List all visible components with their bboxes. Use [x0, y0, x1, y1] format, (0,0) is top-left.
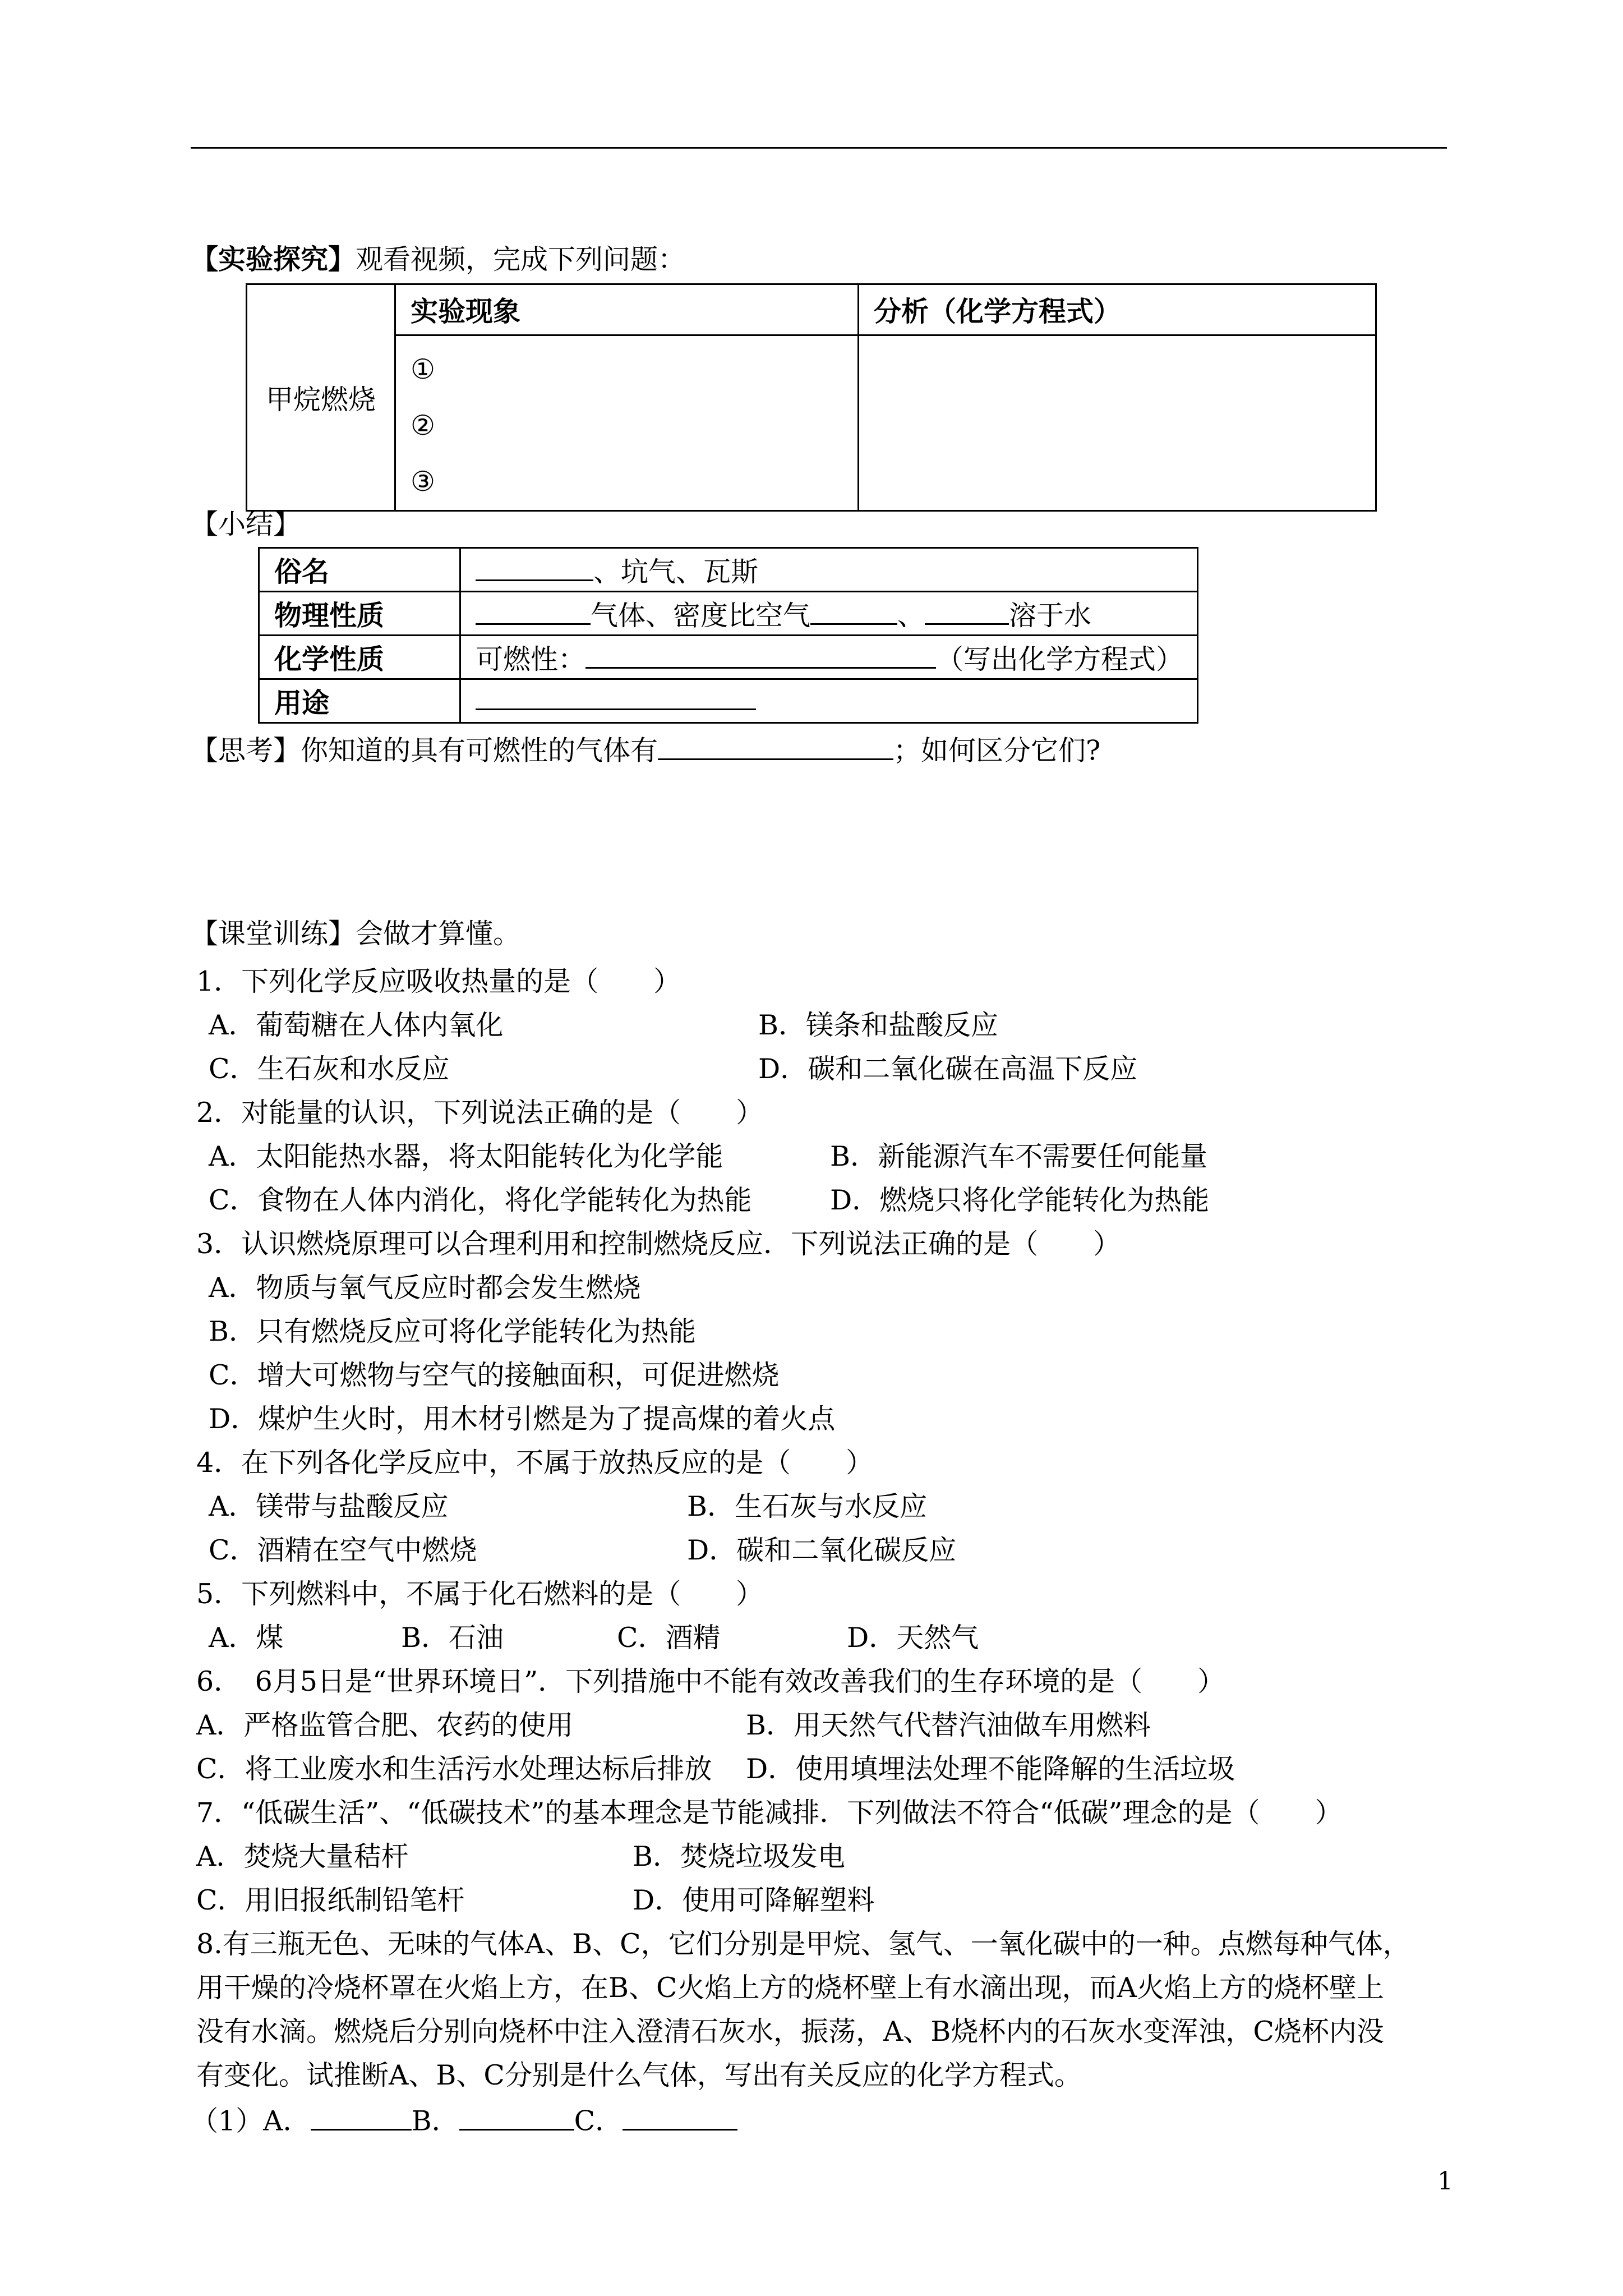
- q6-option-c: C．将工业废水和生活污水处理达标后排放: [196, 1753, 712, 1785]
- summary-value-nickname: 、坑气、瓦斯: [460, 548, 1198, 592]
- q8-line-2: 用干燥的冷烧杯罩在火焰上方，在B、C火焰上方的烧杯壁上有水滴出现，而A火焰上方的烧杯壁上: [196, 1972, 1384, 2004]
- q4-option-d: D．碳和二氧化碳反应: [687, 1534, 957, 1566]
- summary-value-chemical: 可燃性： （写出化学方程式）: [460, 636, 1198, 679]
- blank-physical-1: [476, 600, 591, 625]
- blank-nickname: [476, 556, 593, 581]
- q2-option-a: A．太阳能热水器，将太阳能转化为化学能: [209, 1140, 723, 1172]
- q1-stem: 1．下列化学反应吸收热量的是（ ）: [196, 965, 681, 997]
- q6-option-b: B．用天然气代替汽油做车用燃料: [746, 1709, 1151, 1741]
- q6-option-d: D．使用填埋法处理不能降解的生活垃圾: [746, 1753, 1235, 1785]
- q3-option-d: D．煤炉生火时，用木材引燃是为了提高煤的着火点: [209, 1403, 836, 1435]
- q6-option-a: A．严格监管合肥、农药的使用: [196, 1709, 574, 1741]
- blank-answer-c: [623, 2105, 737, 2131]
- q3-option-c: C．增大可燃物与空气的接触面积，可促进燃烧: [209, 1359, 780, 1391]
- marker-1: ①: [411, 353, 435, 385]
- experiment-table: [246, 283, 1377, 512]
- summary-label-uses: 用途: [259, 679, 460, 723]
- q7-option-c: C．用旧报纸制铅笔杆: [196, 1884, 465, 1916]
- q4-stem: 4．在下列各化学反应中，不属于放热反应的是（ ）: [196, 1447, 874, 1479]
- q4-option-b: B．生石灰与水反应: [687, 1490, 928, 1522]
- q2-option-c: C．食物在人体内消化，将化学能转化为热能: [209, 1184, 752, 1216]
- q2-option-d: D．燃烧只将化学能转化为热能: [830, 1184, 1210, 1216]
- summary-label-physical: 物理性质: [259, 592, 460, 636]
- q1-option-b: B．镁条和盐酸反应: [758, 1009, 999, 1041]
- q8-answer-line: （1）A． B． C．: [191, 2105, 737, 2135]
- q3-stem: 3．认识燃烧原理可以合理利用和控制燃烧反应．下列说法正确的是（ ）: [196, 1228, 1121, 1260]
- analysis-cell: [859, 335, 1376, 511]
- think-line: 【思考】你知道的具有可燃性的气体有 ；如何区分它们?: [191, 734, 1101, 767]
- experiment-heading: 【实验探究】: [191, 243, 356, 275]
- q1-option-a: A．葡萄糖在人体内氧化: [209, 1009, 504, 1041]
- experiment-instruction: 观看视频，完成下列问题：: [356, 243, 686, 275]
- q5-stem: 5．下列燃料中，不属于化石燃料的是（ ）: [196, 1578, 764, 1610]
- analysis-header: 分析（化学方程式）: [859, 284, 1376, 335]
- q3-option-a: A．物质与氧气反应时都会发生燃烧: [209, 1272, 641, 1304]
- q3-option-b: B．只有燃烧反应可将化学能转化为热能: [209, 1315, 697, 1347]
- page-number: 1: [1437, 2167, 1453, 2196]
- marker-3: ③: [411, 466, 435, 498]
- blank-uses: [476, 685, 756, 710]
- q4-option-c: C．酒精在空气中燃烧: [209, 1534, 477, 1566]
- summary-label-nickname: 俗名: [259, 548, 460, 592]
- summary-value-physical: 气体、密度比空气 、 溶于水: [460, 592, 1198, 636]
- experiment-heading-line: [191, 243, 686, 275]
- q1-option-d: D．碳和二氧化碳在高温下反应: [758, 1053, 1138, 1085]
- summary-value-uses: [460, 679, 1198, 723]
- experiment-row-label-cell: [247, 284, 395, 511]
- q1-option-c: C．生石灰和水反应: [209, 1053, 450, 1085]
- q4-option-a: A．镁带与盐酸反应: [209, 1490, 449, 1522]
- q5-option-d: D．天然气: [847, 1622, 979, 1654]
- summary-table: [258, 547, 1198, 724]
- summary-label-chemical: 化学性质: [259, 636, 460, 679]
- q8-line-4: 有变化。试推断A、B、C分别是什么气体，写出有关反应的化学方程式。: [196, 2059, 1082, 2091]
- q7-stem: 7．“低碳生活”、“低碳技术”的基本理念是节能减排．下列做法不符合“低碳”理念的是（ ）: [196, 1797, 1343, 1829]
- q5-option-a: A．煤: [209, 1622, 284, 1654]
- practice-heading-line: 【课堂训练】会做才算懂。: [191, 918, 521, 950]
- think-heading: 【思考】: [191, 734, 301, 767]
- q8-line-3: 没有水滴。燃烧后分别向烧杯中注入澄清石灰水，振荡，A、B烧杯内的石灰水变浑浊，C烧杯内没: [196, 2016, 1384, 2047]
- q7-option-a: A．焚烧大量秸杆: [196, 1841, 409, 1872]
- q7-option-d: D．使用可降解塑料: [633, 1884, 875, 1916]
- experiment-row-label: 甲烷燃烧: [265, 383, 376, 416]
- marker-2: ②: [411, 409, 435, 441]
- q7-option-b: B．焚烧垃圾发电: [633, 1841, 846, 1872]
- q5-option-b: B．石油: [401, 1622, 504, 1654]
- phenomenon-cell: [395, 335, 859, 511]
- blank-think: [658, 735, 893, 760]
- practice-heading: 【课堂训练】: [191, 918, 356, 950]
- q5-option-c: C．酒精: [617, 1622, 721, 1654]
- q2-option-b: B．新能源汽车不需要任何能量: [830, 1140, 1208, 1172]
- blank-physical-2: [810, 600, 897, 625]
- q2-stem: 2．对能量的认识，下列说法正确的是（ ）: [196, 1097, 764, 1129]
- header-rule: [191, 147, 1447, 149]
- blank-answer-b: [459, 2105, 574, 2131]
- blank-chemical: [585, 643, 936, 669]
- q6-stem: 6． 6月5日是“世界环境日”．下列措施中不能有效改善我们的生存环境的是（ ）: [196, 1665, 1225, 1697]
- q8-line-1: 8.有三瓶无色、无味的气体A、B、C，它们分别是甲烷、氢气、一氧化碳中的一种。点燃每种气体，: [196, 1928, 1410, 1960]
- blank-answer-a: [311, 2105, 412, 2131]
- summary-heading: 【小结】: [191, 508, 301, 540]
- phenomenon-header: 实验现象: [395, 284, 859, 335]
- blank-physical-3: [925, 600, 1009, 625]
